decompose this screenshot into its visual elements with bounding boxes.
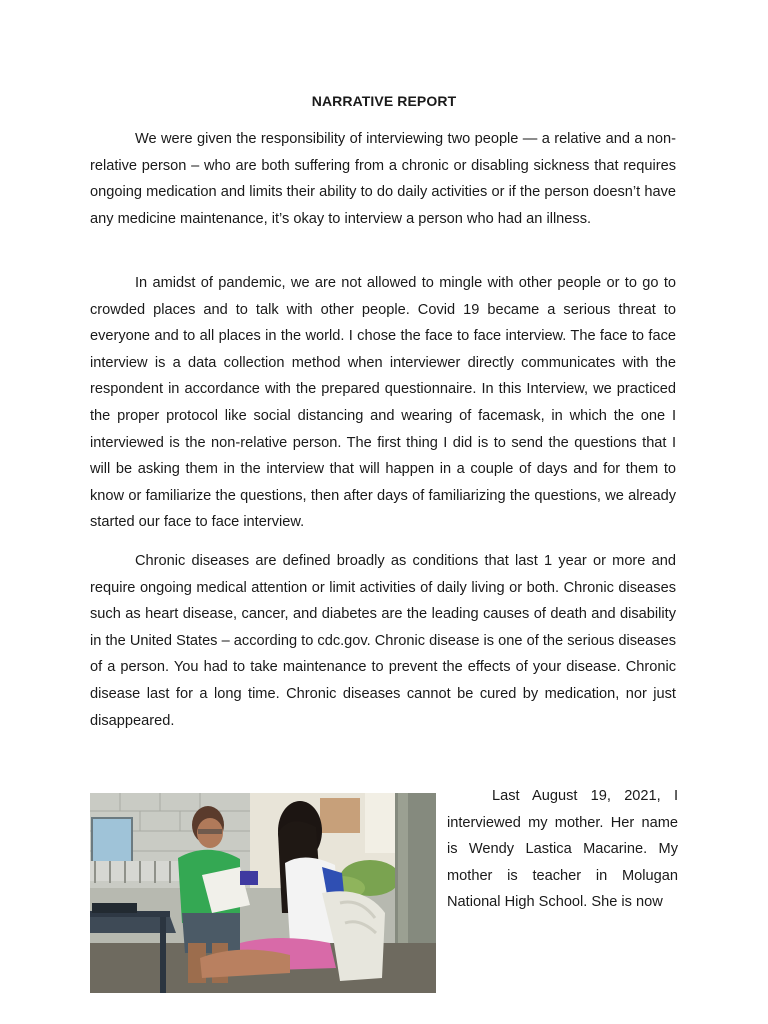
page-title: NARRATIVE REPORT	[311, 93, 457, 109]
interview-photo	[90, 793, 436, 993]
paragraph-3: Chronic diseases are defined broadly as conditions that last 1 year or more and require ongoing medical attention or limit activities of daily living or both. Chronic diseases such as heart disease, cancer, and diabetes are the leading causes of death and disability in the United States – according to cdc.gov. Chronic disease is one of the serious diseases of a person. You had to take maintenance to prevent the effects of your disease. Chronic disease last for a long time. Chronic diseases cannot be cured by medication, nor just disappeared.	[90, 553, 676, 729]
paragraph-2: In amidst of pandemic, we are not allowed to mingle with other people or to go to crowded places and to talk with other people. Covid 19 became a serious threat to everyone and to all places in the world. I chose the face to face interview. The face to face interview is a data collection method when interviewer directly communicates with the respondent in accordance with the prepared questionnaire. In this Interview, we practiced the proper protocol like social distancing and wearing of facemask, in which the one I interviewed is the non-relative person. The first thing I did is to send the questions that I will be asking them in the interview that will happen in a couple of days and for them to know or familiarize the questions, then after days of familiarizing the questions, we already started our face to face interview.	[90, 275, 676, 531]
paragraph-1: We were given the responsibility of interviewing two people — a relative and a non-relative person – who are both suffering from a chronic or disabling sickness that requires ongoing medication and limits their ability to do daily activities or if the person doesn’t have any medicine maintenance, it’s okay to interview a person who had an illness.	[90, 131, 676, 227]
side-paragraph: Last August 19, 2021, I interviewed my mother. Her name is Wendy Lastica Macarine. My mother is teacher in Molugan National High School. She is now	[447, 788, 678, 911]
